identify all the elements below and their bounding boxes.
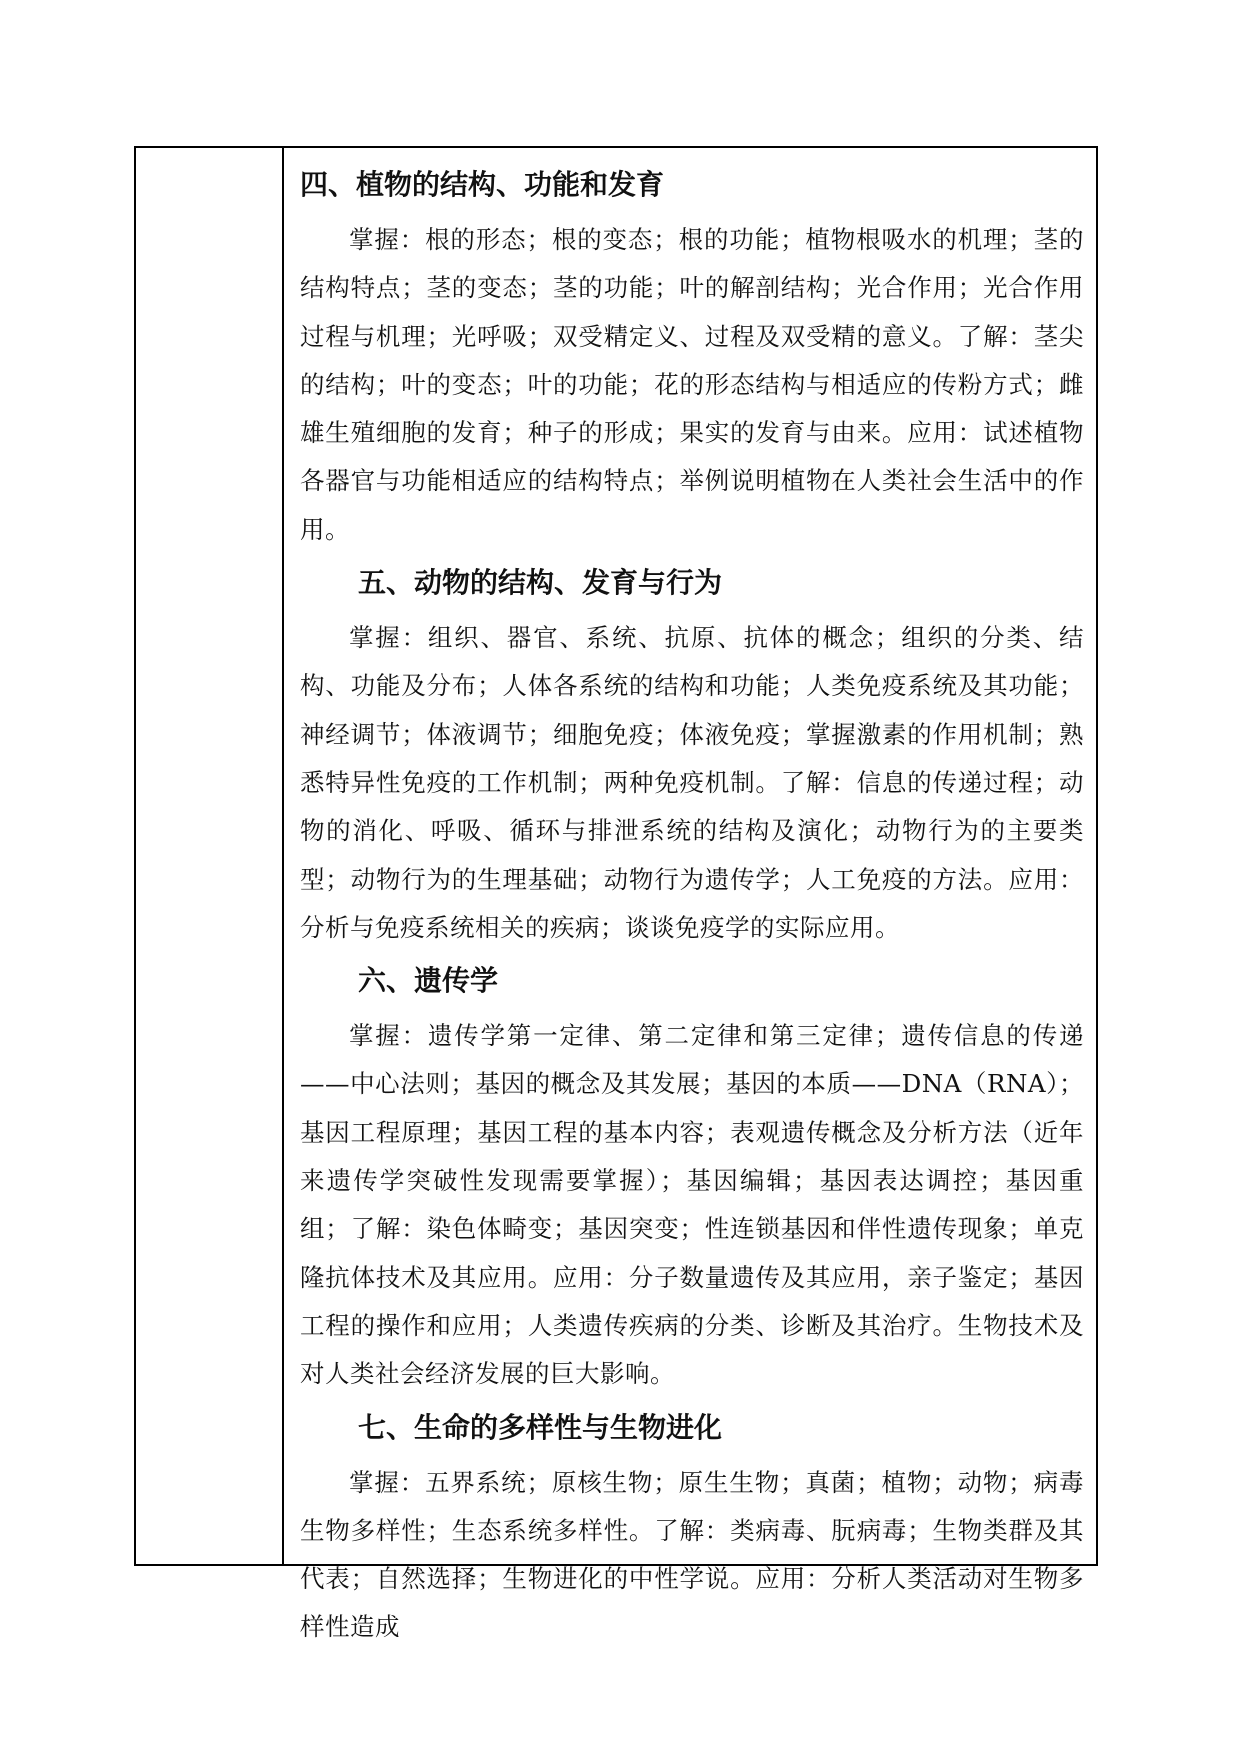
section-heading-diversity: 七、生命的多样性与生物进化 [358,1410,723,1444]
content-cell [288,148,1096,1642]
section-heading-animals: 五、动物的结构、发育与行为 [358,566,723,600]
section-heading-plants: 四、植物的结构、功能和发育 [300,168,665,201]
section-body-diversity: 掌握：五界系统；原核生物；原生生物；真菌；植物；动物；病毒生物多样性；生态系统多样性。了解：类病毒、朊病毒；生物类群及其代表；自然选择；生物进化的中性学说。应用：分析人类活动对生物多样性造成 [300,1467,1084,1642]
syllabus-table [134,146,1098,1642]
column-divider [282,148,284,1564]
section-body-plants: 掌握：根的形态；根的变态；根的功能；植物根吸水的机理；茎的结构特点；茎的变态；茎的功能；叶的解剖结构；光合作用；光合作用过程与机理；光呼吸；双受精定义、过程及双受精的意义。了解：茎尖的结构；叶的变态；叶的功能；花的形态结构与相适应的传粉方式；雌雄生殖细胞的发育；种子的形成；果实的发育与由来。应用：试述植物各器官与功能相适应的结构特点；举例说明植物在人类社会生活中的作用。 [300,225,1084,544]
section-heading-genetics: 六、遗传学 [358,964,499,998]
section-body-genetics: 掌握：遗传学第一定律、第二定律和第三定律；遗传信息的传递——中心法则；基因的概念及其发展；基因的本质——DNA（RNA）；基因工程原理；基因工程的基本内容；表观遗传概念及分析方法（近年来遗传学突破性发现需要掌握）；基因编辑；基因表达调控；基因重组；了解：染色体畸变；基因突变；性连锁基因和伴性遗传现象；单克隆抗体技术及其应用。应用：分子数量遗传及其应用，亲子鉴定；基因工程的操作和应用；人类遗传疾病的分类、诊断及其治疗。生物技术及对人类社会经济发展的巨大影响。 [300,1021,1084,1389]
section-body-animals: 掌握：组织、器官、系统、抗原、抗体的概念；组织的分类、结构、功能及分布；人体各系统的结构和功能；人类免疫系统及其功能；神经调节；体液调节；细胞免疫；体液免疫；掌握激素的作用机制；熟悉特异性免疫的工作机制；两种免疫机制。了解：信息的传递过程；动物的消化、呼吸、循环与排泄系统的结构及演化；动物行为的主要类型；动物行为的生理基础；动物行为遗传学；人工免疫的方法。应用：分析与免疫系统相关的疾病；谈谈免疫学的实际应用。 [300,623,1084,942]
